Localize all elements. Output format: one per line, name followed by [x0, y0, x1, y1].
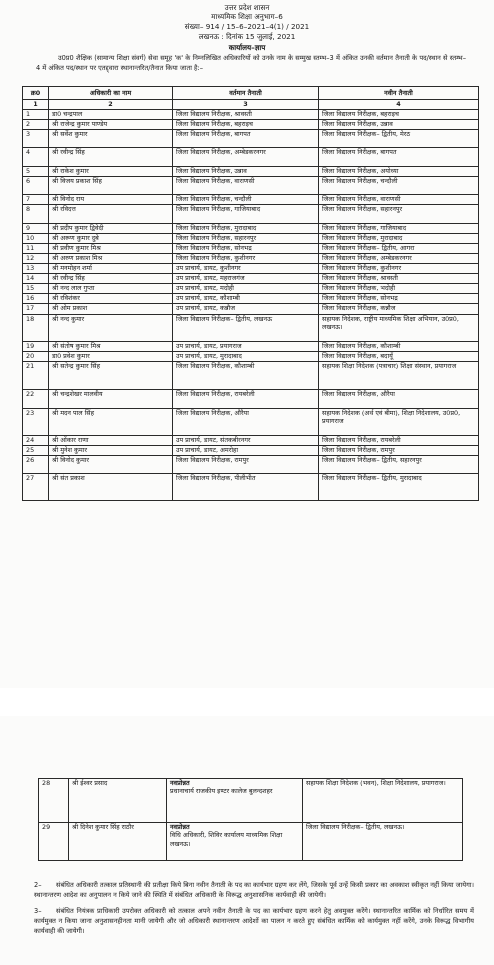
- cell-new-posting: जिला विद्यालय निरीक्षक, औरैया: [319, 390, 479, 409]
- column-number: 4: [319, 100, 479, 110]
- page-gap: [0, 688, 494, 716]
- cell-serial: 29: [39, 823, 69, 861]
- cell-officer-name: श्री रविशंकर: [49, 294, 173, 304]
- cell-current-posting: जिला विद्यालय निरीक्षक, औरैया: [173, 409, 319, 436]
- table-row: [23, 264, 479, 274]
- cell-current-posting: जिला विद्यालय निरीक्षक, पीलीभीत: [173, 474, 319, 501]
- cell-new-posting: जिला विद्यालय निरीक्षक, वाराणसी: [319, 195, 479, 205]
- cell-serial: 28: [39, 779, 69, 823]
- table-row: [23, 315, 479, 342]
- cell-serial: 7: [23, 195, 49, 205]
- section-heading: माध्यमिक शिक्षा अनुभाग–6: [211, 12, 283, 21]
- paragraph-number: 3–: [34, 907, 42, 915]
- cell-serial: 27: [23, 474, 49, 501]
- column-number: 1: [23, 100, 49, 110]
- cell-officer-name: श्री ईश्वर प्रसाद: [69, 779, 167, 823]
- cell-current-posting: उप प्राचार्य, डायट, कौशाम्बी: [173, 294, 319, 304]
- current-posting-text: प्रधानाचार्य राजकीय इण्टर कालेज बुलन्दशहर: [170, 787, 273, 796]
- table-header-row: [23, 87, 479, 100]
- cell-current-posting: उप प्राचार्य, डायट, महराजगंज: [173, 274, 319, 284]
- table-row: [23, 304, 479, 315]
- cell-officer-name: श्री अरूण कुमार दुबे: [49, 234, 173, 244]
- cell-serial: 22: [23, 390, 49, 409]
- cell-serial: 20: [23, 352, 49, 362]
- cell-officer-name: श्री रविदत्त: [49, 205, 173, 224]
- cell-serial: 15: [23, 284, 49, 294]
- cell-current-posting: उप प्राचार्य, डायट, प्रयागराज: [173, 342, 319, 352]
- order-date: लखनऊ : दिनांक 15 जुलाई, 2021: [198, 32, 296, 41]
- cell-new-posting: जिला विद्यालय निरीक्षक, रामपुर: [319, 446, 479, 456]
- cell-serial: 23: [23, 409, 49, 436]
- cell-serial: 12: [23, 254, 49, 264]
- cell-serial: 2: [23, 120, 49, 130]
- document-page-2: [0, 716, 494, 965]
- cell-serial: 8: [23, 205, 49, 224]
- table-row: [23, 294, 479, 304]
- cell-current-posting: जिला विद्यालय निरीक्षक, अम्बेडकरनगर: [173, 148, 319, 167]
- cell-officer-name: डा0 चन्द्रपाल: [49, 110, 173, 120]
- table-row: [23, 177, 479, 195]
- cell-officer-name: डा0 प्रवेश कुमार: [49, 352, 173, 362]
- table-row: [23, 456, 479, 474]
- cell-officer-name: श्री नन्द कुमार: [49, 315, 173, 342]
- cell-officer-name: श्री चन्द्रशेखर मालवीय: [49, 390, 173, 409]
- cell-officer-name: श्री सतेन्द्र कुमार सिंह: [49, 362, 173, 390]
- cell-new-posting: जिला विद्यालय निरीक्षक, सहारनपुर: [319, 205, 479, 224]
- govt-heading: उत्तर प्रदेश शासन: [224, 3, 270, 12]
- cell-new-posting: जिला विद्यालय निरीक्षक, बदायूँ: [319, 352, 479, 362]
- office-memo-title: कार्यालय–ज्ञाप: [228, 43, 266, 52]
- cell-officer-name: श्री दिनेश कुमार सिंह राठौर: [69, 823, 167, 861]
- table-row: [23, 167, 479, 177]
- cell-current-posting: उप प्राचार्य, डायट, कुशीनगर: [173, 264, 319, 274]
- cell-officer-name: श्री ओम प्रकाश: [49, 304, 173, 315]
- table-row: [23, 195, 479, 205]
- cell-new-posting: जिला विद्यालय निरीक्षक, कौशाम्बी: [319, 342, 479, 352]
- cell-serial: 19: [23, 342, 49, 352]
- cell-serial: 11: [23, 244, 49, 254]
- table-row: [23, 254, 479, 264]
- cell-new-posting: जिला विद्यालय निरीक्षक, कुशीनगर: [319, 264, 479, 274]
- paragraph: [34, 880, 474, 900]
- cell-officer-name: श्री अरुण प्रकाश मिश्र: [49, 254, 173, 264]
- newly-promoted-label: नवप्रोन्नत: [170, 823, 190, 831]
- cell-current-posting: उप प्राचार्य, डायट, मुरादाबाद: [173, 352, 319, 362]
- cell-new-posting: जिला विद्यालय निरीक्षक, कन्नौज: [319, 304, 479, 315]
- cell-serial: 17: [23, 304, 49, 315]
- cell-new-posting: जिला विद्यालय निरीक्षक, भदोही: [319, 284, 479, 294]
- cell-officer-name: श्री संत प्रकाश: [49, 474, 173, 501]
- column-number: 3: [173, 100, 319, 110]
- cell-new-posting: जिला विद्यालय निरीक्षक– द्वितीय, आगरा: [319, 244, 479, 254]
- cell-officer-name: श्री राजेन्द्र कुमार पाण्डेय: [49, 120, 173, 130]
- cell-serial: 18: [23, 315, 49, 342]
- cell-new-posting: जिला विद्यालय निरीक्षक, अयोध्या: [319, 167, 479, 177]
- column-header-current-posting: वर्तमान तैनाती: [173, 87, 319, 100]
- cell-serial: 9: [23, 224, 49, 234]
- cell-current-posting: उप प्राचार्य, डायट, कन्नौज: [173, 304, 319, 315]
- table-row: [23, 224, 479, 234]
- table-row: [23, 130, 479, 148]
- newly-promoted-label: नवप्रोन्नत: [170, 779, 190, 787]
- cell-serial: 4: [23, 148, 49, 167]
- table-row: [23, 234, 479, 244]
- table-row: [23, 436, 479, 446]
- cell-new-posting: सहायक शिक्षा निदेशक (भवन), शिक्षा निदेशालय, प्रयागराज।: [303, 779, 463, 823]
- cell-current-posting: जिला विद्यालय निरीक्षक, गाजियाबाद: [173, 205, 319, 224]
- cell-new-posting: जिला विद्यालय निरीक्षक, सोनभद्र: [319, 294, 479, 304]
- cell-current-posting: उप प्राचार्य, डायट, अमरोहा: [173, 446, 319, 456]
- cell-serial: 5: [23, 167, 49, 177]
- paragraph-number: 2–: [34, 881, 42, 889]
- table-row: [23, 110, 479, 120]
- cell-officer-name: श्री सर्वेश कुमार: [49, 130, 173, 148]
- cell-officer-name: श्री नन्द लाल गुप्ता: [49, 284, 173, 294]
- cell-current-posting: जिला विद्यालय निरीक्षक, सोनभद्र: [173, 244, 319, 254]
- table-row: [23, 362, 479, 390]
- cell-serial: 13: [23, 264, 49, 274]
- cell-officer-name: श्री मुनेश कुमार: [49, 446, 173, 456]
- transfer-table-continued: [38, 778, 463, 861]
- cell-current-posting: जिला विद्यालय निरीक्षक– द्वितीय, लखनऊ: [173, 315, 319, 342]
- table-row: [23, 284, 479, 294]
- table-row: [39, 779, 463, 823]
- cell-new-posting: जिला विद्यालय निरीक्षक, श्रावस्ती: [319, 274, 479, 284]
- cell-new-posting: जिला विद्यालय निरीक्षक– द्वितीय, लखनऊ।: [303, 823, 463, 861]
- intro-paragraph: उ0प्र0 शैक्षिक (सामान्य शिक्षा संवर्ग) सेवा समूह 'क' के निम्नलिखित अधिकारियों को उनके नाम के सम्मुख स्तम्भ–3 में अंकित उनकी वर्तमान तैनाती के पद/स्थान से स्तम्भ–4 में अंकित पद/स्थान पर एतद्द्वारा स्थानान्तरित/तैनात किया जाता है:–: [36, 54, 466, 72]
- column-number-row: [23, 100, 479, 110]
- cell-new-posting: जिला विद्यालय निरीक्षक, उन्नाव: [319, 120, 479, 130]
- cell-current-posting: जिला विद्यालय निरीक्षक, मुरादाबाद: [173, 224, 319, 234]
- cell-new-posting: सहायक शिक्षा निदेशक (पत्राचार) शिक्षा संस्थान, प्रयागराज: [319, 362, 479, 390]
- cell-new-posting: जिला विद्यालय निरीक्षक, बहराइच: [319, 110, 479, 120]
- cell-current-posting: उप प्राचार्य, डायट, मदोही: [173, 284, 319, 294]
- cell-serial: 24: [23, 436, 49, 446]
- cell-current-posting: जिला विद्यालय निरीक्षक, कुशीनगर: [173, 254, 319, 264]
- cell-new-posting: जिला विद्यालय निरीक्षक, बागपत: [319, 148, 479, 167]
- cell-new-posting: जिला विद्यालय निरीक्षक– द्वितीय, मुरादाबाद: [319, 474, 479, 501]
- cell-officer-name: श्री विनोद कुमार: [49, 456, 173, 474]
- table-row: [39, 823, 463, 861]
- cell-new-posting: जिला विद्यालय निरीक्षक, चन्दौली: [319, 177, 479, 195]
- cell-serial: 6: [23, 177, 49, 195]
- cell-current-posting: उप प्राचार्य, डायट, संतकबीरनगर: [173, 436, 319, 446]
- cell-new-posting: जिला विद्यालय निरीक्षक, अम्बेडकरनगर: [319, 254, 479, 264]
- cell-new-posting: जिला विद्यालय निरीक्षक– द्वितीय, मेरठ: [319, 130, 479, 148]
- cell-serial: 21: [23, 362, 49, 390]
- cell-current-posting: जिला विद्यालय निरीक्षक, कौशाम्बी: [173, 362, 319, 390]
- cell-officer-name: श्री मनमोहन शर्मा: [49, 264, 173, 274]
- cell-current-posting: जिला विद्यालय निरीक्षक, वाराणसी: [173, 177, 319, 195]
- cell-new-posting: जिला विद्यालय निरीक्षक– द्वितीय, सहारनपुर: [319, 456, 479, 474]
- paragraph-text: संबंधित नियंत्रक प्राधिकारी उपरोक्त अधिकारी को तत्काल अपने नवीन तैनाती के पद का कार्यभार ग्रहण करने हेतु अवमुक्त करेंगे। स्थानान्तरित कार्मिक को निर्धारित समय में कार्यमुक्त न किया जाना अनुशासनहीनता मानी जायेगी और जो अधिकारी स्थानान्तरण आदेशों का पालन न करते हुए संबंधित कार्मिक को कार्यमुक्त नहीं करेंगे, उनके विरूद्ध विभागीय कार्यवाही की जायेगी।: [34, 907, 474, 935]
- paragraph: [34, 906, 474, 936]
- cell-serial: 3: [23, 130, 49, 148]
- order-number: संख्या– 914 / 15–6–2021–4(1) / 2021: [184, 22, 310, 31]
- cell-officer-name: श्री राकेश कुमार: [49, 167, 173, 177]
- column-header-new-posting: नवीन तैनाती: [319, 87, 479, 100]
- cell-new-posting: सहायक निदेशक, राष्ट्रीय माध्यमिक शिक्षा अभियान, उ0प्र0, लखनऊ।: [319, 315, 479, 342]
- cell-new-posting: जिला विद्यालय निरीक्षक, मुरादाबाद: [319, 234, 479, 244]
- cell-current-posting: जिला विद्यालय निरीक्षक, बागपत: [173, 130, 319, 148]
- table-row: [23, 446, 479, 456]
- cell-new-posting: सहायक निदेशक (अर्थ एवं बीमा), शिक्षा निदेशालय, उ0प्र0, प्रयागराज: [319, 409, 479, 436]
- cell-officer-name: श्री विजय प्रकाश सिंह: [49, 177, 173, 195]
- cell-current-posting: जिला विद्यालय निरीक्षक, सहारनपुर: [173, 234, 319, 244]
- table-row: [23, 352, 479, 362]
- table-row: [23, 148, 479, 167]
- cell-officer-name: श्री रवीन्द्र सिंह: [49, 148, 173, 167]
- cell-new-posting: जिला विद्यालय निरीक्षक, रायबरेली: [319, 436, 479, 446]
- cell-officer-name: श्री विनोद राय: [49, 195, 173, 205]
- table-row: [23, 120, 479, 130]
- cell-serial: 16: [23, 294, 49, 304]
- cell-current-posting: जिला विद्यालय निरीक्षक, चन्दौली: [173, 195, 319, 205]
- cell-officer-name: श्री रवीन्द्र सिंह: [49, 274, 173, 284]
- cell-officer-name: श्री प्रदीप कुमार द्विवेदी: [49, 224, 173, 234]
- closing-paragraphs: [34, 880, 474, 942]
- cell-current-posting: जिला विद्यालय निरीक्षक, श्रावस्ती: [173, 110, 319, 120]
- cell-current-posting: जिला विद्यालय निरीक्षक, उन्नाव: [173, 167, 319, 177]
- cell-serial: 26: [23, 456, 49, 474]
- cell-serial: 14: [23, 274, 49, 284]
- table-row: [23, 409, 479, 436]
- cell-officer-name: श्री संतोष कुमार मिश्र: [49, 342, 173, 352]
- table-row: [23, 342, 479, 352]
- cell-new-posting: जिला विद्यालय निरीक्षक, गाजियाबाद: [319, 224, 479, 234]
- current-posting-text: विधि अधिकारी, शिविर कार्यालय माध्यमिक शिक्षा लखनऊ।: [170, 831, 283, 848]
- cell-current-posting: जिला विद्यालय निरीक्षक, बहराइच: [173, 120, 319, 130]
- cell-officer-name: श्री मदन पाल सिंह: [49, 409, 173, 436]
- cell-current-posting: [167, 823, 303, 861]
- table-row: [23, 244, 479, 254]
- table-row: [23, 474, 479, 501]
- column-header-serial: क्र0: [23, 87, 49, 100]
- cell-current-posting: [167, 779, 303, 823]
- table-row: [23, 274, 479, 284]
- cell-officer-name: श्री प्रवीण कुमार मिश्र: [49, 244, 173, 254]
- transfer-table: [22, 86, 479, 501]
- cell-current-posting: जिला विद्यालय निरीक्षक, रामपुर: [173, 456, 319, 474]
- paragraph-text: संबंधित अधिकारी तत्काल प्रतिस्थानी की प्रतीक्षा किये बिना नवीन तैनाती के पद का कार्यभार ग्रहण कर लेंगे, जिसके पूर्व उन्हें किसी प्रकार का अवकाश स्वीकृत नहीं किया जायेगा। स्थानान्तरण आदेश का अनुपालन न किये जाने की स्थिति में संबंधित अधिकारी के विरूद्ध अनुशासनिक कार्यवाही की जायेगी।: [34, 881, 474, 899]
- cell-current-posting: जिला विद्यालय निरीक्षक, रायबरेली: [173, 390, 319, 409]
- cell-officer-name: श्री ओंकार राणा: [49, 436, 173, 446]
- table-row: [23, 205, 479, 224]
- cell-serial: 1: [23, 110, 49, 120]
- table-row: [23, 390, 479, 409]
- column-number: 2: [49, 100, 173, 110]
- cell-serial: 10: [23, 234, 49, 244]
- column-header-name: अधिकारी का नाम: [49, 87, 173, 100]
- cell-serial: 25: [23, 446, 49, 456]
